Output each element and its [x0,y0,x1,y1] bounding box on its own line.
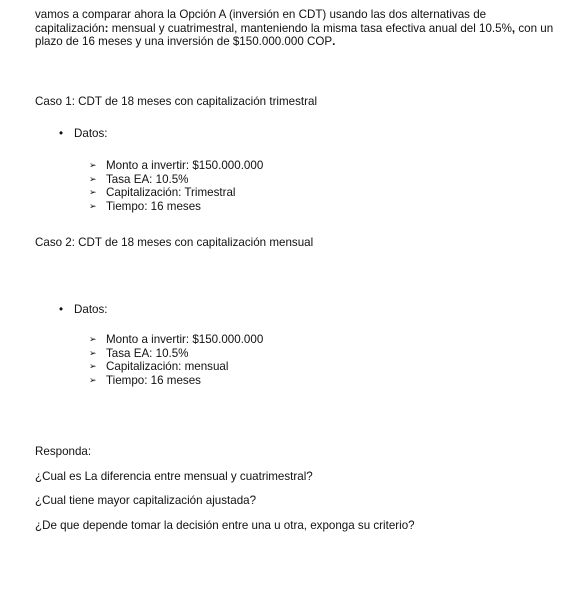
list-item [89,186,263,200]
question-1: ¿Cual es La diferencia entre mensual y cuatrimestral? [35,470,313,483]
case1-title: Caso 1: CDT de 18 meses con capitalización trimestral [35,95,318,108]
list-item-text: Tiempo: 16 meses [106,373,201,387]
list-item-text: Tasa EA: 10.5% [106,346,189,360]
intro-text-3: con un plazo de 16 meses y una inversión de $150.000.000 COP [35,21,554,48]
questions-heading: Responda: [35,445,92,458]
arrow-bullet-icon: ➢ [89,347,97,358]
arrow-bullet-icon: ➢ [89,200,97,211]
list-item [89,200,263,214]
question-3: ¿De que depende tomar la decisión entre una u otra, exponga su criterio? [35,519,415,532]
list-item [89,159,263,173]
case1-data-list [89,159,263,213]
arrow-bullet-icon: ➢ [89,173,97,184]
list-item [89,333,263,347]
arrow-bullet-icon: ➢ [89,361,97,372]
list-item-text: Tasa EA: 10.5% [106,172,189,186]
question-2: ¿Cual tiene mayor capitalización ajustada? [35,494,257,507]
bullet-dot-icon: • [59,127,64,140]
list-item [89,173,263,187]
arrow-bullet-icon: ➢ [89,160,97,170]
case1-datos-bullet [59,127,108,141]
intro-paragraph [35,8,560,49]
intro-period: . [332,35,336,48]
intro-comma: , [511,21,516,35]
list-item-text: Monto a invertir: $150.000.000 [106,159,264,172]
intro-text-1: vamos a comparar ahora la Opción A (inversión en CDT) usando las dos alternativas de capitalización [35,8,487,35]
list-item [89,347,263,361]
list-item-text: Capitalización: mensual [106,360,229,374]
arrow-bullet-icon: ➢ [89,334,97,344]
list-item-text: Capitalización: Trimestral [106,186,236,200]
case2-data-list [89,333,263,387]
case2-title: Caso 2: CDT de 18 meses con capitalización mensual [35,236,314,249]
list-item-text: Monto a invertir: $150.000.000 [106,333,264,346]
list-item [89,360,263,374]
case2-datos-label: Datos: [74,303,108,316]
intro-text-2: mensual y cuatrimestral, manteniendo la misma tasa efectiva anual del 10.5% [108,21,512,35]
case1-datos-label: Datos: [74,127,108,140]
arrow-bullet-icon: ➢ [89,187,97,198]
arrow-bullet-icon: ➢ [89,374,97,385]
intro-colon: : [104,21,109,35]
bullet-dot-icon: • [59,303,64,316]
list-item-text: Tiempo: 16 meses [106,199,201,213]
list-item [89,374,263,388]
case2-datos-bullet [59,303,108,317]
